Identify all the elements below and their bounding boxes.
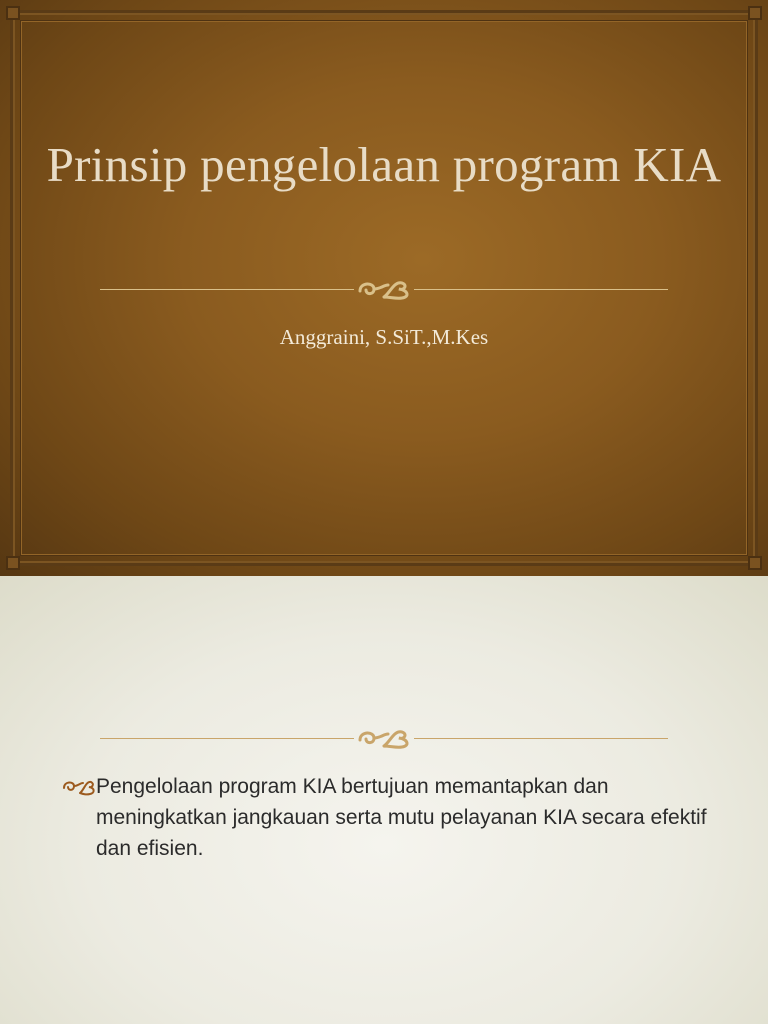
frame-corner xyxy=(6,556,20,570)
content-divider xyxy=(100,728,668,748)
scroll-bullet-icon xyxy=(60,777,96,797)
frame-corner xyxy=(6,6,20,20)
flourish-ornament-icon xyxy=(354,726,414,750)
divider-rule-right xyxy=(414,289,668,290)
divider-rule-left xyxy=(100,289,354,290)
slide-title: Prinsip pengelolaan program KIA xyxy=(46,137,722,192)
bullet-text: Pengelolaan program KIA bertujuan memantapkan dan meningkatkan jangkauan serta mutu pelayanan KIA secara efektif dan efisien. xyxy=(96,775,707,860)
slide-author: Anggraini, S.SiT.,M.Kes xyxy=(279,325,489,349)
bullet-item xyxy=(60,771,720,864)
title-divider xyxy=(100,279,668,299)
frame-corner xyxy=(748,556,762,570)
frame-corner xyxy=(748,6,762,20)
divider-rule-right xyxy=(414,738,668,739)
flourish-ornament-icon xyxy=(354,277,414,301)
divider-rule-left xyxy=(100,738,354,739)
content-slide xyxy=(0,576,768,1024)
